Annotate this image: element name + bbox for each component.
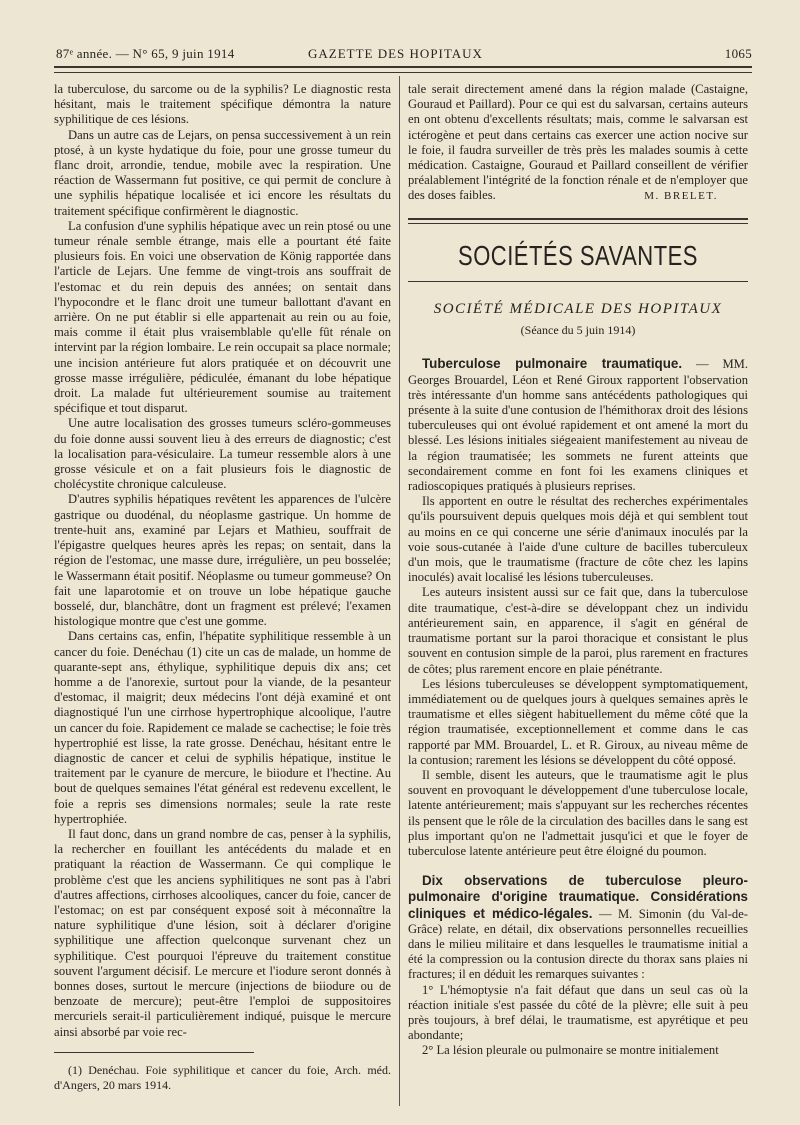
paragraph: D'autres syphilis hépatiques revêtent les apparences de l'ulcère gastrique ou duodénal, du néoplasme gastrique. Un homme de trente-huit ans, examiné par Lejars et Mathieu, souffrait de l'épigastre quelques heures après les repas; on sentait, dans la région de l'estomac, une masse dure, irrégulière, un peu bosselée; le Wassermann était positif. Néoplasme ou tumeur gommeuse? On fait une laparotomie et on trouve un lobe hépatique gauche bosselé, dur, blanchâtre, dont un fragment est prélevé; l'examen histologique montre que c'est une gomme. (54, 492, 391, 629)
paragraph: tale serait directement amené dans la région malade (Castaigne, Gouraud et Paillard). Pour ce qui est du salvarsan, certains auteurs en ont obtenu d'excellents résultats; mais, comme le salvarsan est ictérogène et peut dans certains cas exercer une action nocive sur le foie, il faudra surveiller de très près les malades soumis à cette médication. Castaigne, Gouraud et Paillard conseillent de vérifier préalablement l'intégrité de la fonction rénale et de n'employer que des doses faibles. (408, 82, 748, 203)
section-rule-top-thin (408, 223, 748, 224)
section-title: SOCIÉTÉS SAVANTES (458, 239, 698, 271)
journal-title: GAZETTE DES HOPITAUX (308, 46, 483, 61)
paragraph: La confusion d'une syphilis hépatique avec un rein ptosé ou une tumeur rénale semble étrange, mais elle a pourtant été faite plusieurs fois. En voici une observation de König rapportée dans l'article de Lejars. Une femme de vingt-trois ans souffrait de l'estomac et du rein depuis des années; on sentait dans l'hypocondre et le flanc droit une tumeur ballottant d'avant en arrière. On ne put établir si elle appartenait au rein ou au foie, mais comme il était plus vraisemblable qu'elle fût rénale on intervint par la région lombaire. Le rein occupait sa place normale; une incision antérieure fut alors pratiquée et on découvrit une grosse masse irrégulière, pédiculée, émanant du lobe hépatique droit. La malade fut ultérieurement soumise au traitement spécifique et tout disparut. (54, 218, 391, 416)
footnote-rule (54, 1052, 254, 1053)
header-rule-bottom (54, 72, 752, 73)
article-paragraph (408, 873, 748, 982)
society-name: SOCIÉTÉ MÉDICALE DES HOPITAUX (433, 301, 723, 318)
article-lead: — M. Simonin (du Val-de-Grâce) relate, en détail, dix observations personnelles recueillies dans le milieu militaire et dans lesquelles le traumatisme initial a été la compression ou la contusion directe du thorax sans plaies ni fractures; il en déduit les remarques suivantes : (408, 906, 749, 982)
paragraph: Il faut donc, dans un grand nombre de cas, penser à la syphilis, la rechercher en fouillant les antécédents du malade et en pratiquant la réaction de Wassermann. Ce qui complique le problème c'est que les anciens syphilitiques ne sont pas à l'abri d'autres affections, cirrhoses alcooliques, cancer du foie, cancer de l'estomac; on est par conséquent exposé soit à méconnaître la nature syphilitique d'une lésion, soit à déclarer d'origine syphilitique une affection quelconque survenant chez un syphilitique. C'est pourquoi l'épreuve du traitement constitue souvent l'argument décisif. Le mercure et l'iodure seront donnés à bonnes doses, surtout le mercure (injections de biiodure ou de benzoate de mercure); peut-être l'emploi de suppositoires mercuriels serait-il particulièrement indiqué, puisque le mercure ainsi absorbé par voie rec- (54, 826, 391, 1039)
paragraph: Une autre localisation des grosses tumeurs scléro-gommeuses du foie donne aussi souvent lieu à des erreurs de diagnostic; c'est la localisation para-vésiculaire. La tumeur ressemble alors à une grosse vésicule et on a fait plusieurs fois le diagnostic de cholécystite chronique calculeuse. (54, 416, 391, 492)
article-paragraph (408, 356, 748, 494)
header-rule-top (54, 66, 752, 68)
section-rule-top (408, 218, 748, 220)
paragraph: Dans certains cas, enfin, l'hépatite syphilitique ressemble à un cancer du foie. Denéchau (1) cite un cas de malade, un homme de quarante-sept ans, éthylique, syphilitique depuis dix ans; cet homme a de l'anorexie, surtout pour la viande, de la pesanteur d'estomac, il maigrit; deux médecins l'ont déjà examiné et ont diagnostiqué l'un une cirrhose hypertrophique alcoolique, l'autre un cancer du foie. Rapidement ce malade se cachectise; le foie très hypertrophié est lisse, la rate grosse. Denéchau, hésitant entre le diagnostic de cancer et celui de syphilis hépatique, institue le traitement par le cyanure de mercure, le biiodure et l'hectine. Au bout de quelques semaines l'état général est redevenu excellent, le foie a repris ses dimensions normales; seule la rate reste hypertrophiée. (54, 629, 391, 826)
issue-info: 87ᵉ année. — N° 65, 9 juin 1914 (56, 46, 235, 61)
paragraph: la tuberculose, du sarcome ou de la syphilis? Le diagnostic resta hésitant, mais le traitement spécifique démontra la nature syphilitique de ces lésions. (54, 82, 391, 127)
paragraph: Dans un autre cas de Lejars, on pensa successivement à un rein ptosé, à un kyste hydatique du foie, pour une grosse tumeur du flanc droit, arrondie, tendue, mobile avec la respiration. Une réaction de Wassermann fut positive, ce qui permit de conclure à une syphilis hépatique localisée et ici encore les résultats du traitement spécifique confirmèrent le diagnostic. (54, 127, 391, 218)
column-divider (399, 76, 400, 1106)
footnote (54, 1063, 391, 1093)
page-number: 1065 (724, 46, 752, 61)
page-header (56, 42, 752, 64)
article-author: M. BRELET. (644, 189, 718, 202)
footnote-text: (1) Denéchau. Foie syphilitique et cancer du foie, Arch. méd. d'Angers, 20 mars 1914. (54, 1062, 391, 1092)
left-column (54, 82, 391, 1093)
paragraph: Les lésions tuberculeuses se développent symptomatiquement, immédiatement ou de quelques jours à quelques semaines après le traumatisme et elles siègent habituellement du même côté que la région traumatisée, exceptionnellement et comme dans le cas rapporté par MM. Brouardel, L. et R. Giroux, au niveau même de la contusion; rarement les lésions se développent du côté opposé. (408, 676, 748, 767)
paragraph: Les auteurs insistent aussi sur ce fait que, dans la tuberculose dite traumatique, c'est-à-dire se développant chez un individu antérieurement sain, en apparence, il s'agit en général de traumatisme portant sur la paroi thoracique et consistant le plus souvent en contusion simple de la paroi, plus rarement en fractures de côtes; plus rarement encore en plaie pénétrante. (408, 585, 748, 676)
article-lead: — MM. Georges Brouardel, Léon et René Giroux rapportent l'observation très intéressante d'un homme sans antécédents pathologiques qui présente à la suite d'une contusion de l'hémithorax droit des lésions tuberculeuses qui ont évolué rapidement et ont amené la mort du blessé. Les lésions initiales siégeaient manifestement au niveau de la région traumatisée; les sommets ne furent atteints que secondairement comme en font foi les examens cliniques et radioscopiques pratiqués à plusieurs reprises. (408, 357, 748, 494)
right-column (408, 82, 748, 1059)
paragraph: Ils apportent en outre le résultat des recherches expérimentales qu'ils poursuivent depuis quelques mois déjà et qui semblent tout au moins en ce qui concerne une série d'animaux inoculés par la voie sous-cutanée à l'aide d'une culture de bacilles tuberculeux d'un mois, que le traumatisme (fracture de côte chez les lapins inoculés) avait localisé les lésions tuberculeuses. (408, 494, 748, 585)
article-heading: Tuberculose pulmonaire traumatique. (422, 356, 683, 372)
paragraph: Il semble, disent les auteurs, que le traumatisme agit le plus souvent en provoquant le développement d'une tuberculose locale, latente antérieurement; mais s'appuyant sur les recherches récentes ils pensent que le rôle de la circulation des bacilles dans le sang est plus important qu'on ne l'admettait jusqu'ici et que le foyer de tuberculose latente antérieure peut être éloigné du poumon. (408, 767, 748, 858)
seance-date: (Séance du 5 juin 1914) (520, 323, 636, 338)
paragraph: 2° La lésion pleurale ou pulmonaire se montre initialement (422, 1043, 719, 1058)
section-rule-bottom (408, 281, 748, 282)
article-heading: Dix observations de tuberculose pleuro-pulmonaire d'origine traumatique. Considérations cliniques et médico-légales. (408, 873, 748, 921)
paragraph: 1° L'hémoptysie n'a fait défaut que dans un seul cas où la réaction initiale s'est passée du côté de la plèvre; elle suit à peu près toujours, à bref délai, le traumatisme, est apyrétique et peu abondante; (408, 982, 748, 1043)
